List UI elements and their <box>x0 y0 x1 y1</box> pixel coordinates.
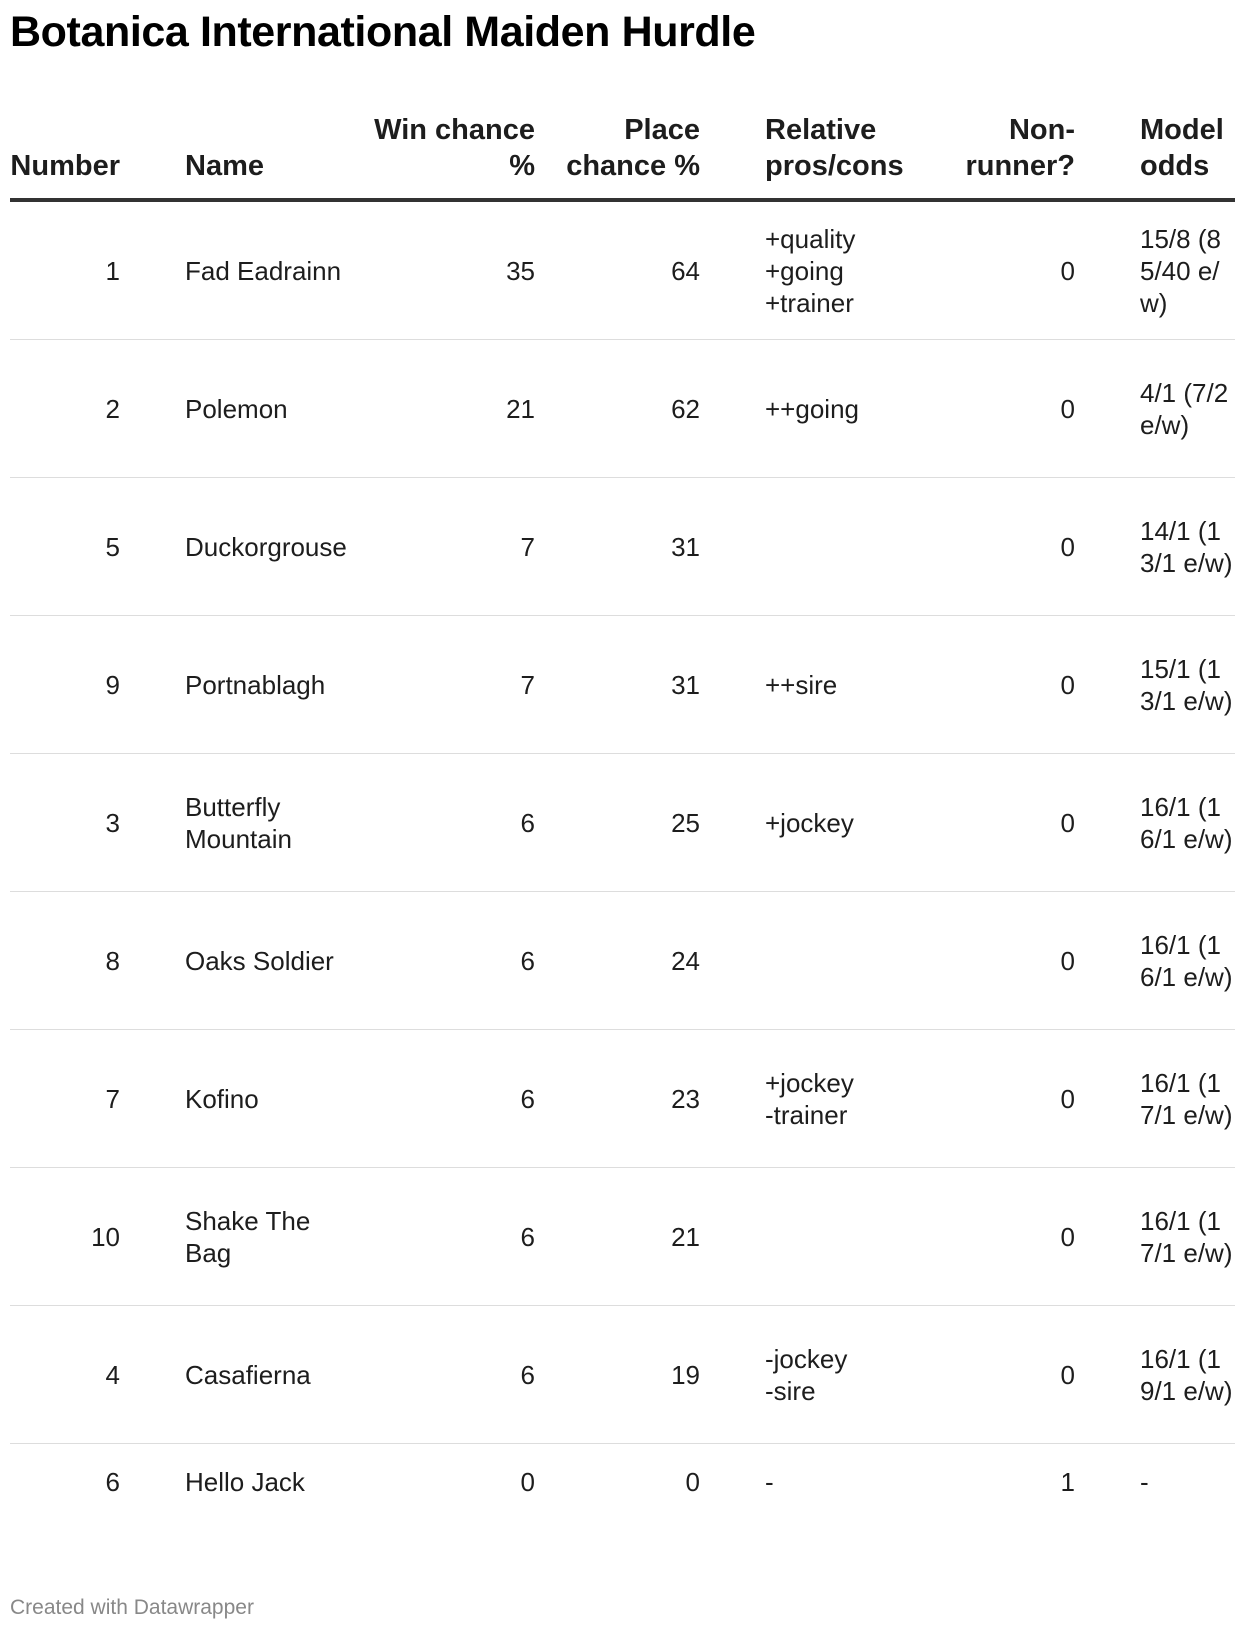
cell-spacer <box>120 1168 185 1306</box>
cell-place-chance: 31 <box>535 478 700 616</box>
cell-relative: +jockey <box>765 754 955 892</box>
table-row <box>10 892 1235 1030</box>
cell-spacer <box>700 478 765 616</box>
cell-number: 9 <box>10 616 120 754</box>
cell-non-runner: 0 <box>955 754 1075 892</box>
cell-spacer <box>1075 1030 1140 1168</box>
header-spacer <box>700 112 765 200</box>
cell-spacer <box>120 754 185 892</box>
header-relative[interactable]: Relative pros/cons <box>765 112 955 200</box>
table-row <box>10 1030 1235 1168</box>
cell-place-chance: 25 <box>535 754 700 892</box>
cell-number: 7 <box>10 1030 120 1168</box>
header-model-odds[interactable]: Model odds <box>1140 112 1235 200</box>
cell-non-runner: 0 <box>955 892 1075 1030</box>
cell-number: 4 <box>10 1306 120 1444</box>
cell-win-chance: 21 <box>360 340 535 478</box>
cell-model-odds: 16/1 (16/1 e/w) <box>1140 892 1235 1030</box>
cell-number: 3 <box>10 754 120 892</box>
cell-name: Portnablagh <box>185 616 360 754</box>
cell-spacer <box>120 616 185 754</box>
cell-model-odds: 16/1 (19/1 e/w) <box>1140 1306 1235 1444</box>
cell-name: Butterfly Mountain <box>185 754 360 892</box>
cell-win-chance: 6 <box>360 1306 535 1444</box>
cell-place-chance: 19 <box>535 1306 700 1444</box>
cell-relative: +jockey -trainer <box>765 1030 955 1168</box>
cell-place-chance: 31 <box>535 616 700 754</box>
cell-place-chance: 21 <box>535 1168 700 1306</box>
table-row <box>10 754 1235 892</box>
cell-spacer <box>1075 1306 1140 1444</box>
cell-non-runner: 0 <box>955 1168 1075 1306</box>
cell-spacer <box>120 1444 185 1521</box>
cell-model-odds: 16/1 (16/1 e/w) <box>1140 754 1235 892</box>
cell-relative: ++sire <box>765 616 955 754</box>
header-place-chance[interactable]: Place chance % <box>535 112 700 200</box>
cell-spacer <box>1075 754 1140 892</box>
cell-spacer <box>1075 616 1140 754</box>
table-body <box>10 200 1235 1520</box>
cell-name: Fad Eadrainn <box>185 200 360 340</box>
header-number[interactable]: Number <box>10 112 120 200</box>
cell-spacer <box>1075 478 1140 616</box>
cell-spacer <box>1075 1444 1140 1521</box>
cell-win-chance: 7 <box>360 478 535 616</box>
cell-non-runner: 0 <box>955 1030 1075 1168</box>
cell-relative <box>765 478 955 616</box>
cell-name: Shake The Bag <box>185 1168 360 1306</box>
cell-spacer <box>700 1444 765 1521</box>
cell-place-chance: 62 <box>535 340 700 478</box>
cell-number: 5 <box>10 478 120 616</box>
cell-spacer <box>120 200 185 340</box>
cell-place-chance: 64 <box>535 200 700 340</box>
cell-name: Casafierna <box>185 1306 360 1444</box>
cell-number: 10 <box>10 1168 120 1306</box>
header-name[interactable]: Name <box>185 112 360 200</box>
cell-non-runner: 0 <box>955 200 1075 340</box>
cell-relative: -jockey -sire <box>765 1306 955 1444</box>
cell-relative <box>765 1168 955 1306</box>
cell-spacer <box>700 754 765 892</box>
cell-win-chance: 7 <box>360 616 535 754</box>
cell-spacer <box>700 200 765 340</box>
cell-spacer <box>700 1168 765 1306</box>
cell-spacer <box>1075 892 1140 1030</box>
cell-name: Polemon <box>185 340 360 478</box>
cell-spacer <box>700 340 765 478</box>
header-spacer <box>120 112 185 200</box>
table-row <box>10 616 1235 754</box>
cell-spacer <box>120 340 185 478</box>
cell-number: 1 <box>10 200 120 340</box>
cell-win-chance: 35 <box>360 200 535 340</box>
cell-model-odds: - <box>1140 1467 1149 1497</box>
cell-spacer <box>120 892 185 1030</box>
runners-table <box>10 112 1235 1520</box>
cell-non-runner: 0 <box>955 340 1075 478</box>
cell-model-odds: 15/1 (13/1 e/w) <box>1140 616 1235 754</box>
cell-win-chance: 6 <box>360 1168 535 1306</box>
cell-win-chance: 0 <box>520 1467 535 1497</box>
cell-spacer <box>700 1030 765 1168</box>
cell-spacer <box>120 1030 185 1168</box>
table-row <box>10 1306 1235 1444</box>
table-row <box>10 340 1235 478</box>
cell-win-chance: 6 <box>360 892 535 1030</box>
cell-model-odds: 16/1 (17/1 e/w) <box>1140 1168 1235 1306</box>
header-win-chance[interactable]: Win chance % <box>360 112 535 200</box>
cell-name: Oaks Soldier <box>185 892 360 1030</box>
cell-name: Duckorgrouse <box>185 478 360 616</box>
cell-non-runner: 0 <box>955 1306 1075 1444</box>
cell-non-runner: 1 <box>1060 1467 1075 1497</box>
cell-relative: +quality +going +trainer <box>765 200 955 340</box>
cell-spacer <box>120 1306 185 1444</box>
cell-relative: ++going <box>765 340 955 478</box>
cell-model-odds: 15/8 (85/40 e/w) <box>1140 200 1235 340</box>
cell-place-chance: 24 <box>535 892 700 1030</box>
cell-place-chance: 23 <box>535 1030 700 1168</box>
header-non-runner[interactable]: Non-runner? <box>955 112 1075 200</box>
cell-spacer <box>700 1306 765 1444</box>
header-spacer <box>1075 112 1140 200</box>
cell-spacer <box>1075 200 1140 340</box>
cell-non-runner: 0 <box>955 616 1075 754</box>
cell-model-odds: 4/1 (7/2 e/w) <box>1140 340 1235 478</box>
cell-name: Kofino <box>185 1030 360 1168</box>
cell-model-odds: 14/1 (13/1 e/w) <box>1140 478 1235 616</box>
table-row <box>10 1444 1235 1521</box>
table-header-row <box>10 112 1235 200</box>
cell-name: Hello Jack <box>185 1467 305 1497</box>
cell-spacer <box>700 616 765 754</box>
table-row <box>10 1168 1235 1306</box>
footer-credit[interactable]: Created with Datawrapper <box>10 1596 254 1619</box>
cell-win-chance: 6 <box>360 1030 535 1168</box>
cell-spacer <box>120 478 185 616</box>
cell-spacer <box>1075 340 1140 478</box>
cell-spacer <box>700 892 765 1030</box>
cell-number: 6 <box>105 1467 120 1497</box>
cell-number: 2 <box>10 340 120 478</box>
cell-relative <box>765 892 955 1030</box>
table-row <box>10 200 1235 340</box>
cell-non-runner: 0 <box>955 478 1075 616</box>
table-row <box>10 478 1235 616</box>
cell-win-chance: 6 <box>360 754 535 892</box>
cell-spacer <box>1075 1168 1140 1306</box>
page-title: Botanica International Maiden Hurdle <box>10 8 756 56</box>
cell-place-chance: 0 <box>685 1467 700 1497</box>
cell-model-odds: 16/1 (17/1 e/w) <box>1140 1030 1235 1168</box>
cell-number: 8 <box>10 892 120 1030</box>
cell-relative: - <box>765 1467 774 1497</box>
